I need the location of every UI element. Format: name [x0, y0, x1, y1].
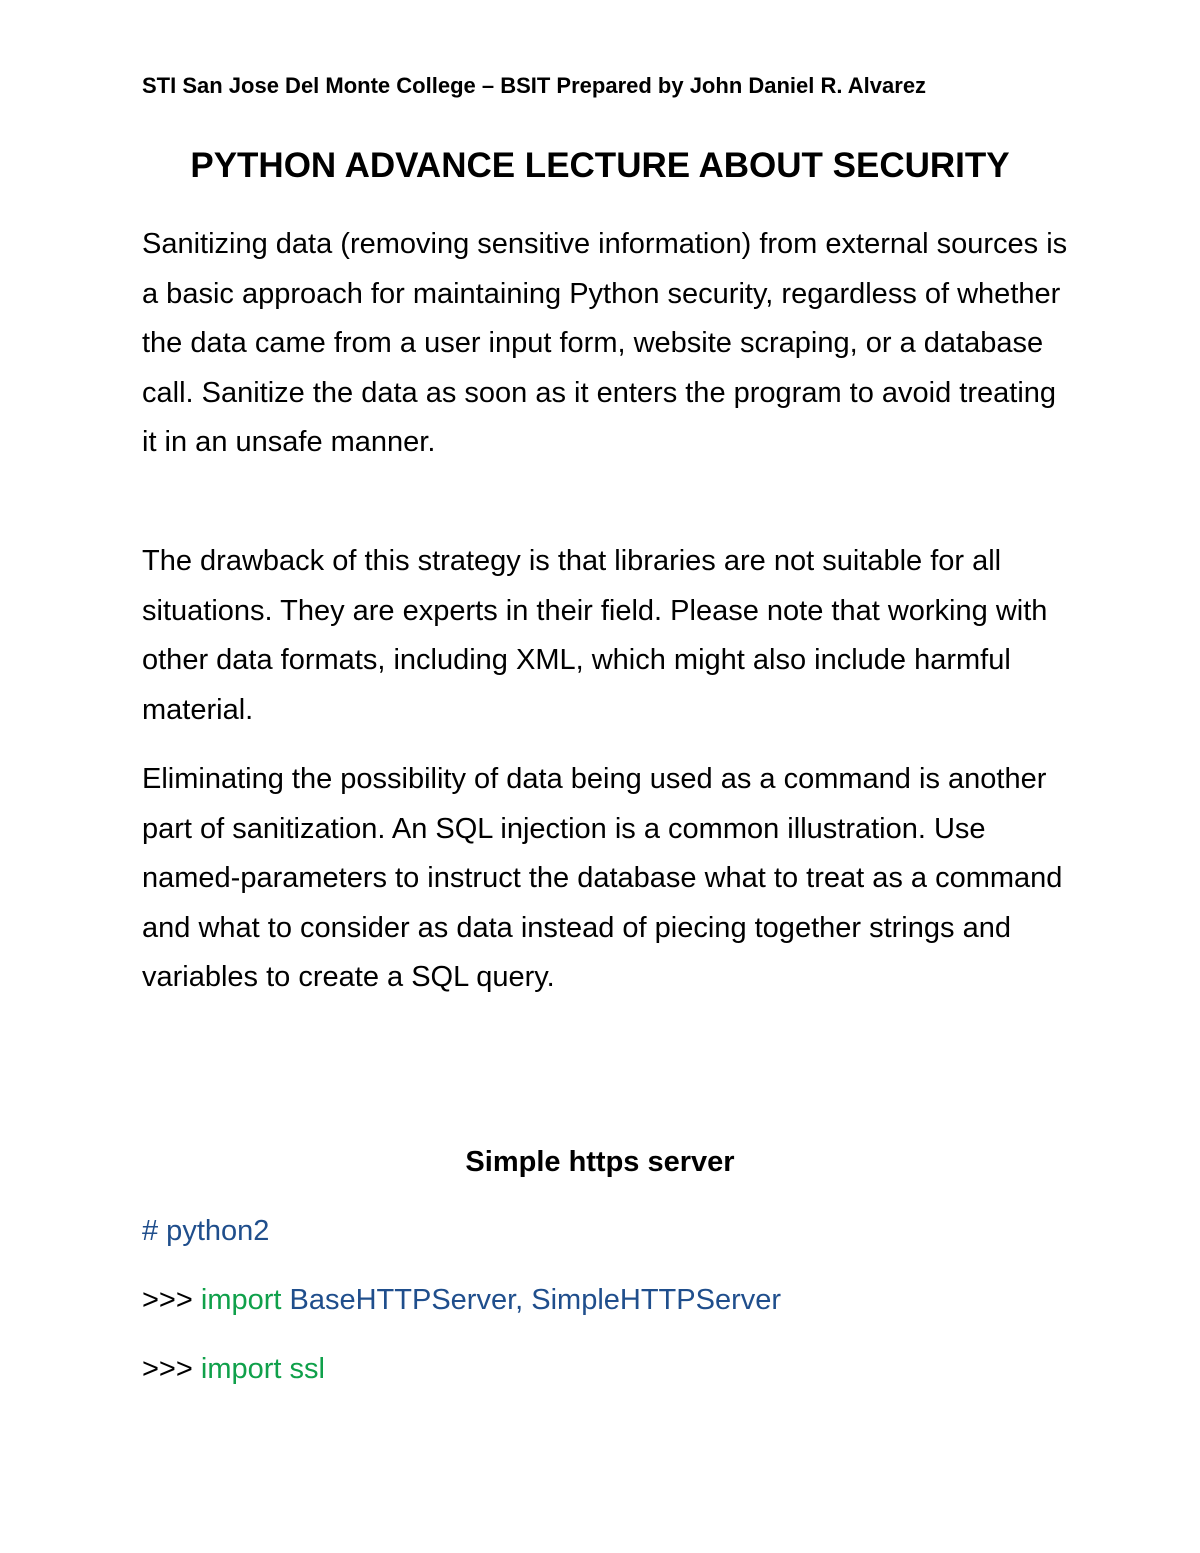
code-keyword-import: import — [200, 1284, 282, 1316]
code-module-names: BaseHTTPServer, SimpleHTTPServer — [281, 1284, 782, 1316]
code-prompt: >>> — [142, 1353, 201, 1385]
section-title-https-server: Simple https server — [465, 1146, 735, 1178]
code-keyword-import: import — [200, 1353, 282, 1385]
page-title: PYTHON ADVANCE LECTURE ABOUT SECURITY — [190, 146, 1010, 185]
paragraph-sql-injection: Eliminating the possibility of data being used as a command is another part of sanitization. An SQL injection is a common illustration. Use named-parameters to instruct the database what to treat as a command and what to consider as data instead of piecing together strings and variables to create a SQL query. — [142, 763, 1063, 994]
page-header: STI San Jose Del Monte College – BSIT Prepared by John Daniel R. Alvarez — [142, 73, 927, 98]
code-module-ssl: ssl — [281, 1353, 325, 1385]
code-comment-python2: # python2 — [142, 1215, 270, 1247]
code-line-import-ssl — [142, 1353, 325, 1386]
code-prompt: >>> — [142, 1284, 201, 1316]
code-line-import-servers — [142, 1284, 781, 1317]
paragraph-sanitizing: Sanitizing data (removing sensitive information) from external sources is a basic approach for maintaining Python security, regardless of whether the data came from a user input form, website scraping, or a database call. Sanitize the data as soon as it enters the program to avoid treating it in an unsafe manner. — [142, 228, 1068, 459]
paragraph-drawback: The drawback of this strategy is that libraries are not suitable for all situations. They are experts in their field. Please note that working with other data formats, including XML, which might also include harmful material. — [142, 545, 1048, 726]
